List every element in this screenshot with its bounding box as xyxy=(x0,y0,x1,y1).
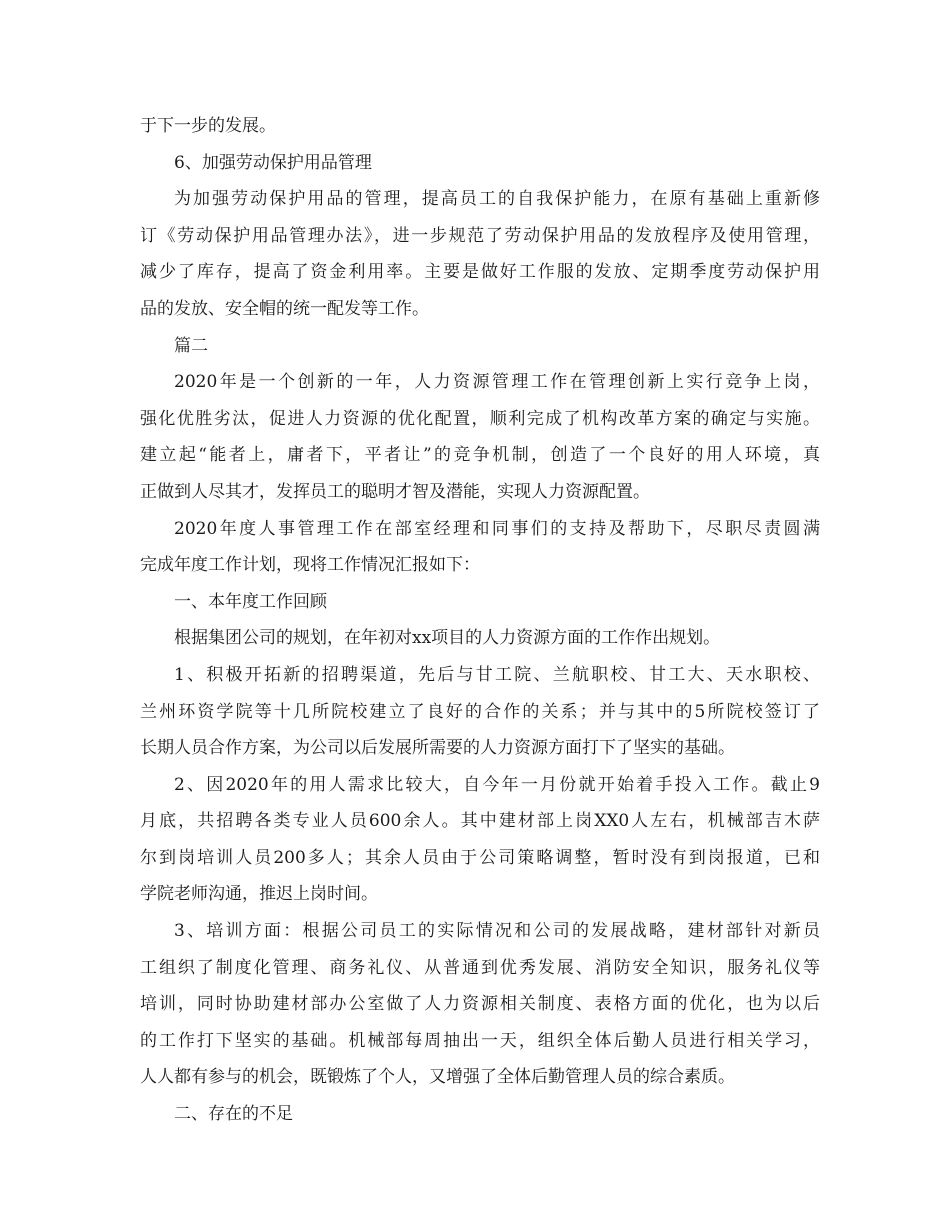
text-line: 的工作打下坚实的基础。机械部每周抽出一天，组织全体后勤人员进行相关学习， xyxy=(140,1030,820,1051)
text-line: 学院老师沟通，推迟上岗时间。 xyxy=(140,884,378,905)
text-line: 工组织了制度化管理、商务礼仪、从普通到优秀发展、消防安全知识，服务礼仪等 xyxy=(140,957,820,978)
text-line: 强化优胜劣汰，促进人力资源的优化配置，顺利完成了机构改革方案的确定与实施。 xyxy=(140,408,820,429)
text-line: 月底，共招聘各类专业人员600余人。其中建材部上岗XX0人左右，机械部吉木萨 xyxy=(140,811,820,832)
text-line: 长期人员合作方案，为公司以后发展所需要的人力资源方面打下了坚实的基础。 xyxy=(140,738,735,759)
text-line: 1、积极开拓新的招聘渠道，先后与甘工院、兰航职校、甘工大、天水职校、 xyxy=(174,664,820,685)
text-line: 人人都有参与的机会，既锻炼了个人，又增强了全体后勤管理人员的综合素质。 xyxy=(140,1067,735,1088)
text-line: 6、加强劳动保护用品管理 xyxy=(174,152,372,173)
text-line: 根据集团公司的规划，在年初对xx项目的人力资源方面的工作作出规划。 xyxy=(174,628,721,649)
text-line: 完成年度工作计划，现将工作情况汇报如下： xyxy=(140,555,480,576)
text-line: 2020年度人事管理工作在部室经理和同事们的支持及帮助下，尽职尽责圆满 xyxy=(174,518,820,539)
text-line: 品的发放、安全帽的统一配发等工作。 xyxy=(140,298,429,319)
text-line: 订《劳动保护用品管理办法》，进一步规范了劳动保护用品的发放程序及使用管理， xyxy=(140,225,820,246)
document-body xyxy=(140,108,820,1133)
text-line: 篇二 xyxy=(174,335,208,356)
text-line: 培训，同时协助建材部办公室做了人力资源相关制度、表格方面的优化，也为以后 xyxy=(140,994,820,1015)
text-line: 兰州环资学院等十几所院校建立了良好的合作的关系；并与其中的5所院校签订了 xyxy=(140,701,820,722)
text-line: 3、培训方面：根据公司员工的实际情况和公司的发展战略，建材部针对新员 xyxy=(174,921,820,942)
text-line: 为加强劳动保护用品的管理，提高员工的自我保护能力，在原有基础上重新修 xyxy=(174,189,820,210)
text-line: 正做到人尽其才，发挥员工的聪明才智及潜能，实现人力资源配置。 xyxy=(140,481,650,502)
text-line: 一、本年度工作回顾 xyxy=(174,591,327,612)
text-line: 2020年是一个创新的一年，人力资源管理工作在管理创新上实行竞争上岗， xyxy=(174,372,820,393)
text-line: 2、因2020年的用人需求比较大，自今年一月份就开始着手投入工作。截止9 xyxy=(174,774,820,795)
text-line: 于下一步的发展。 xyxy=(140,116,276,136)
text-line: 尔到岗培训人员200多人；其余人员由于公司策略调整，暂时没有到岗报道，已和 xyxy=(140,847,820,868)
text-line: 建立起“能者上，庸者下，平者让”的竞争机制，创造了一个良好的用人环境，真 xyxy=(140,445,820,466)
text-line: 二、存在的不足 xyxy=(174,1104,293,1125)
text-line: 减少了库存，提高了资金利用率。主要是做好工作服的发放、定期季度劳动保护用 xyxy=(140,262,820,283)
